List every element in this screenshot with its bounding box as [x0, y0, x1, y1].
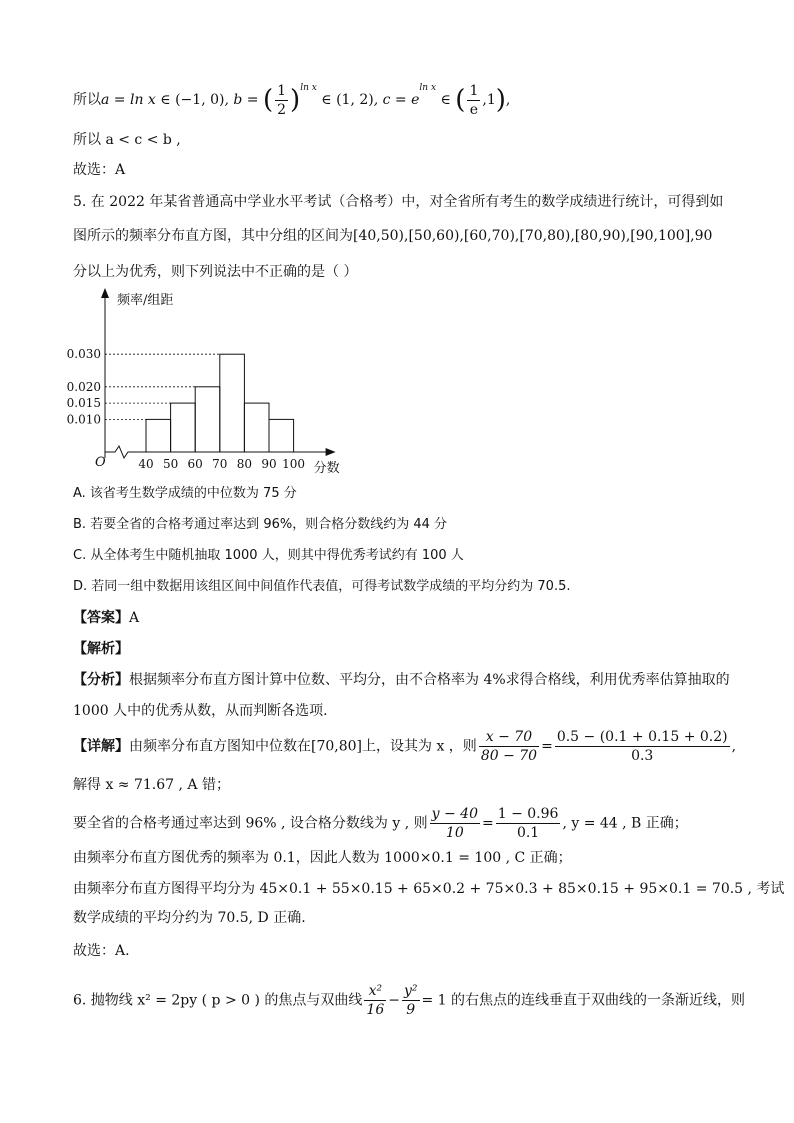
option-d: D. 若同一组中数据用该组区间中间值作代表值，可得考试数学成绩的平均分约为 70.5.: [73, 579, 571, 594]
q6-fraction-2: $\frac{\text{y²}}{9}$: [403, 983, 418, 1018]
q5-stem-1: 5. 在 2022 年某省普通高中学业水平考试（合格考）中，对全省所有考生的数学成绩进行统计，可得到如: [73, 194, 724, 210]
xiangjie-line-4: 由频率分布直方图优秀的频率为 0.1，因此人数为 1000×0.1 = 100 , C 正确；: [73, 850, 572, 866]
q6-post: = 1 的右焦点的连线垂直于双曲线的一条渐近线，则: [421, 992, 746, 1009]
histogram-bar: [220, 354, 245, 452]
xj1-fraction-right: $\frac{0.5 - (0.1 + 0.15 + 0.2)}{0.3}$: [556, 729, 728, 764]
xj3-fraction-right: $\frac{1 - 0.96}{0.1}$: [497, 806, 559, 841]
xiangjie-tag: 【详解】: [73, 738, 129, 755]
a-expr: a = ln x ∈: [101, 92, 176, 108]
y-axis-arrow: [101, 288, 109, 298]
xj3-eq: =: [482, 815, 494, 832]
a-interval: (−1, 0): [175, 92, 225, 108]
x-tick-label: 90: [261, 457, 277, 471]
b-exponent: ln x: [300, 83, 317, 93]
chart-axes: [101, 288, 336, 458]
l1-prefix: 所以: [73, 92, 101, 108]
x-tick-label: 50: [162, 457, 179, 471]
xiangjie-line-1: [73, 728, 736, 765]
b-in: ∈ (1, 2): [316, 92, 374, 108]
x-axis-label: 分数: [313, 461, 340, 476]
analysis-tag: 【解析】: [73, 641, 129, 657]
y-axis-label: 频率/组距: [117, 293, 174, 308]
xj3-fraction-left: $\frac{y - 40}{10}$: [431, 806, 478, 841]
c-exponent: ln x: [419, 83, 437, 93]
q6-fraction-1: $\frac{\text{x²}}{16}$: [366, 983, 385, 1018]
xiangjie-line-3: [73, 805, 688, 842]
xj3-end: , y = 44 , B 正确；: [562, 815, 688, 832]
x-tick-label: 70: [212, 457, 228, 471]
option-c: C. 从全体考生中随机抽取 1000 人，则其中得优秀考试约有 100 人: [73, 548, 464, 563]
fenxi-line-1: [73, 670, 730, 690]
chart-bars: [146, 354, 294, 452]
origin-label: O: [95, 455, 106, 470]
xj1-fraction-left: $\frac{x - 70}{80 - 70}$: [480, 729, 538, 764]
line-1: 所以a = ln x ∈ (−1, 0), b = ( $\frac{1}{2}$ )$^{ln x}$ ∈ (1, 2), $c = e^{ln x}$ ∈ ( $\frac{1}{e}$ ,1),: [73, 82, 511, 118]
c-in: ∈: [436, 92, 456, 108]
q5-stem-2: 图所示的频率分布直方图，其中分组的区间为[40,50),[50,60),[60,70),[70,80),[80,90),[90,100],90: [73, 228, 713, 244]
option-a: A. 该省考生数学成绩的中位数为 75 分: [73, 486, 297, 501]
answer-tag: 【答案】: [73, 610, 129, 626]
conclusion: 故选：A.: [73, 943, 130, 959]
q5-stem-3: 分以上为优秀，则下列说法中不正确的是（ ）: [73, 264, 358, 280]
y-tick-label: 0.020: [66, 379, 101, 394]
x-tick-label: 40: [138, 457, 154, 471]
histogram-bar: [195, 387, 220, 452]
y-tick-label: 0.010: [66, 412, 101, 427]
xj1-eq: =: [541, 738, 553, 755]
c-tail: ,1: [482, 92, 496, 108]
histogram-chart: [60, 282, 350, 482]
xiangjie-line-2: 解得 x ≈ 71.67 , A 错；: [73, 777, 230, 793]
fenxi-line-2: 1000 人中的优秀从数，从而判断各选项.: [73, 703, 328, 719]
xj1-text: 由频率分布直方图知中位数在[70,80]上，设其为 x ，则: [129, 738, 477, 755]
histogram-bar: [244, 403, 269, 452]
l1-end: ,: [505, 92, 511, 108]
answer-value: A: [129, 610, 140, 626]
answer-line: [73, 608, 139, 628]
c-expr: , c = e: [373, 92, 420, 108]
histogram-bar: [269, 419, 294, 452]
q6-pre: 6. 抛物线 x² = 2py ( p > 0 ) 的焦点与双曲线: [73, 992, 363, 1009]
line-3: 故选：A: [73, 162, 126, 178]
histogram-bar: [171, 403, 196, 452]
x-tick-label: 100: [282, 457, 306, 471]
x-axis-arrow: [326, 448, 336, 456]
fenxi-text-1: 根据频率分布直方图计算中位数、平均分，由不合格率为 4%求得合格线，利用优秀率估算抽取的: [129, 672, 730, 688]
option-b: B. 若要全省的合格考通过率达到 96%，则合格分数线约为 44 分: [73, 517, 448, 532]
q6-minus: −: [388, 992, 400, 1009]
fenxi-tag: 【分析】: [73, 672, 129, 688]
xj1-end: ,: [731, 738, 737, 755]
b-fraction: $\frac{1}{2}$: [277, 82, 287, 118]
x-tick-label: 80: [236, 457, 253, 471]
xj3-text: 要全省的合格考通过率达到 96% , 设合格分数线为 y , 则: [73, 815, 428, 832]
y-tick-label: 0.015: [66, 396, 101, 411]
xiangjie-line-5: 由频率分布直方图得平均分为 45×0.1 + 55×0.15 + 65×0.2 + 75×0.3 + 85×0.15 + 95×0.1 = 70.5 , 考试: [73, 881, 785, 897]
xiangjie-line-6: 数学成绩的平均分约为 70.5, D 正确.: [73, 910, 306, 926]
b-expr: , b =: [224, 92, 263, 108]
histogram-bar: [146, 419, 171, 452]
chart-labels: [67, 292, 340, 476]
x-tick-label: 60: [187, 457, 203, 471]
q6-stem: [73, 982, 745, 1019]
c-fraction: $\frac{1}{e}$: [469, 82, 479, 118]
y-tick-label: 0.030: [66, 347, 101, 362]
line-2: 所以 a < c < b ,: [73, 132, 181, 148]
